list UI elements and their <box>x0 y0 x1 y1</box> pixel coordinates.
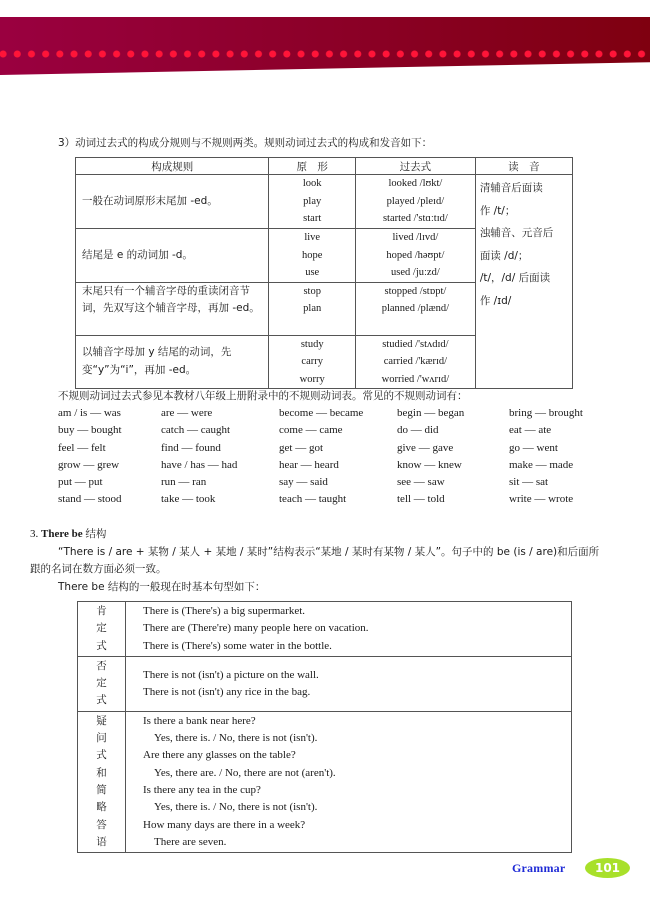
row-label <box>78 602 126 657</box>
base-form: worry <box>299 373 325 385</box>
irregular-verb-list <box>58 405 609 509</box>
past-cell <box>355 282 475 335</box>
heading-number: 3. <box>30 528 39 540</box>
question: Is there a bank near here? <box>143 714 256 727</box>
irregular-verb: begin — began <box>397 407 465 419</box>
base-cell <box>269 282 356 335</box>
base-form: start <box>303 213 322 225</box>
irregular-verb: sit — sat <box>509 476 549 489</box>
sentence-cell <box>126 656 572 711</box>
irregular-row <box>58 422 609 439</box>
sentence: There are (There're) many people here on vacation. <box>143 622 369 635</box>
sentence-cell <box>126 711 572 852</box>
past-form: played /pleɪd/ <box>386 195 445 207</box>
irregular-verb: say — said <box>279 476 328 489</box>
irregular-verb: see — saw <box>397 476 445 489</box>
irregular-verb: eat — ate <box>509 424 552 437</box>
there-be-para2: There be 结构的一般现在时基本句型如下： <box>58 581 266 593</box>
table-row-affirmative <box>78 602 572 657</box>
irregular-verb: put — put <box>58 476 103 489</box>
row-label <box>78 711 126 852</box>
irregular-verb: come — came <box>279 424 343 437</box>
irregular-verb: know — knew <box>397 458 462 471</box>
irregular-verb: hear — heard <box>279 458 339 471</box>
past-form: worried /'wʌrɪd/ <box>381 373 450 385</box>
label-char: 和 <box>96 766 107 779</box>
label-char: 式 <box>96 694 107 707</box>
pronunciation-line: /t/，/d/ 后面读 <box>479 272 551 284</box>
header-base: 原 形 <box>269 158 356 175</box>
irregular-verb: am / is — was <box>58 407 121 419</box>
page-number-badge: 101 <box>585 858 630 878</box>
irregular-verb: get — got <box>279 441 323 454</box>
rule-cell: 结尾是 e 的动词加 -d。 <box>76 229 269 283</box>
short-answer: There are seven. <box>154 835 227 848</box>
irregular-verb: take — took <box>161 493 216 506</box>
short-answer: Yes, there is. / No, there is not (isn't). <box>154 732 318 745</box>
question: How many days are there in a week? <box>143 818 306 831</box>
past-cell <box>355 335 475 389</box>
label-char: 简 <box>96 783 107 796</box>
irregular-verb: make — made <box>509 458 574 471</box>
base-form: stop <box>303 285 321 297</box>
base-form: carry <box>301 356 323 367</box>
past-form: hoped /həʊpt/ <box>386 249 445 261</box>
irregular-verb: have / has — had <box>161 458 238 471</box>
label-char: 略 <box>96 801 107 814</box>
past-form: planned /plænd/ <box>381 303 450 314</box>
label-char: 否 <box>96 659 107 672</box>
irregular-verb: tell — told <box>397 493 445 506</box>
past-cell <box>355 175 475 229</box>
base-cell <box>269 175 356 229</box>
past-form: studied /'stʌdɪd/ <box>382 338 449 350</box>
irregular-verb: catch — caught <box>161 424 231 437</box>
past-form: carried /'kærɪd/ <box>383 356 448 367</box>
header-past: 过去式 <box>355 158 475 175</box>
irregular-verb: give — gave <box>397 441 454 454</box>
irregular-verb: grow — grew <box>58 458 120 471</box>
rule-cell: 以辅音字母加 y 结尾的动词，先变“y”为“i”，再加 -ed。 <box>76 335 269 389</box>
header-pronunciation: 读 音 <box>475 158 572 175</box>
base-form: hope <box>301 249 323 261</box>
sentence-cell <box>126 602 572 657</box>
label-char: 肯 <box>96 605 107 617</box>
base-cell <box>269 335 356 389</box>
label-char: 疑 <box>96 714 107 727</box>
pronunciation-line: 作 /ɪd/ <box>479 294 512 307</box>
past-form: stopped /stɒpt/ <box>384 285 447 297</box>
table-row-negative <box>78 656 572 711</box>
past-form: used /juːzd/ <box>391 267 440 278</box>
irregular-verb: are — were <box>161 407 213 419</box>
base-cell <box>269 229 356 283</box>
pronunciation-line: 浊辅音、元音后 <box>479 227 554 239</box>
irregular-row <box>58 440 609 457</box>
past-form: started /'stɑːtɪd/ <box>382 213 448 225</box>
regular-verb-table <box>75 157 573 389</box>
pronunciation-line: 清辅音后面读 <box>479 182 543 194</box>
pronunciation-line: 作 /t/； <box>479 204 516 217</box>
pronunciation-cell <box>475 175 572 389</box>
table-row-interrogative <box>78 711 572 852</box>
base-form: look <box>302 178 322 190</box>
label-char: 式 <box>96 639 107 652</box>
past-form: looked /lʊkt/ <box>388 178 443 190</box>
row-label <box>78 656 126 711</box>
there-be-para1-line1: “There is / are + 某物 / 某人 + 某地 / 某时”结构表示“某地 / 某时有某物 / 某人”。句子中的 be (is / are)和后面所 <box>58 546 600 558</box>
irregular-row <box>58 405 609 422</box>
label-char: 答 <box>96 818 107 831</box>
heading-zh: 结构 <box>85 528 107 540</box>
base-form: study <box>300 338 324 350</box>
there-be-para1-line2: 跟的名词在数方面必须一致。 <box>30 563 167 575</box>
irregular-verb: do — did <box>397 424 439 437</box>
irregular-row <box>58 474 609 491</box>
short-answer: Yes, there are. / No, there are not (aren't). <box>154 766 336 779</box>
header-banner <box>0 17 650 75</box>
irregular-verb: bring — brought <box>509 407 583 419</box>
past-cell <box>355 229 475 283</box>
past-form: lived /lɪvd/ <box>392 232 439 243</box>
sentence: There is not (isn't) a picture on the wall. <box>143 668 319 681</box>
sentence: There is (There's) some water in the bottle. <box>143 639 332 652</box>
rule-cell: 一般在动词原形末尾加 -ed。 <box>76 175 269 229</box>
there-be-heading <box>30 526 106 543</box>
section3-intro: 3）动词过去式的构成分规则与不规则两类。规则动词过去式的构成和发音如下： <box>58 137 433 149</box>
sentence: There is (There's) a big supermarket. <box>143 605 306 617</box>
sentence: There is not (isn't) any rice in the bag. <box>143 685 311 698</box>
irregular-row <box>58 457 609 474</box>
label-char: 式 <box>96 749 107 762</box>
there-be-table <box>77 601 572 853</box>
header-rule: 构成规则 <box>76 158 269 175</box>
label-char: 问 <box>96 732 107 745</box>
label-char: 定 <box>96 622 107 635</box>
irregular-verb: buy — bought <box>58 424 122 437</box>
irregular-verb: teach — taught <box>279 493 347 506</box>
rule-cell: 末尾只有一个辅音字母的重读闭音节词，先双写这个辅音字母，再加 -ed。 <box>76 282 269 335</box>
short-answer: Yes, there is. / No, there is not (isn't). <box>154 801 318 814</box>
label-char: 语 <box>96 835 107 848</box>
heading-bold: There be <box>41 528 83 540</box>
irregular-verb: go — went <box>509 441 558 454</box>
label-char: 定 <box>96 677 107 690</box>
irregular-intro: 不规则动词过去式参见本教材八年级上册附录中的不规则动词表。常见的不规则动词有： <box>58 390 468 402</box>
irregular-row <box>58 491 609 508</box>
question: Is there any tea in the cup? <box>143 783 261 796</box>
irregular-verb: write — wrote <box>509 493 574 506</box>
irregular-verb: run — ran <box>161 476 207 489</box>
irregular-verb: find — found <box>161 441 221 454</box>
irregular-verb: feel — felt <box>58 441 106 454</box>
question: Are there any glasses on the table? <box>143 749 296 762</box>
table-row <box>76 175 573 229</box>
table-header-row <box>76 158 573 175</box>
footer-section-label: Grammar <box>512 861 566 875</box>
base-form: use <box>305 267 320 278</box>
pronunciation-line: 面读 /d/； <box>479 249 529 262</box>
base-form: play <box>303 195 322 207</box>
header-dot-pattern <box>0 50 650 58</box>
irregular-verb: become — became <box>279 407 364 419</box>
irregular-verb: stand — stood <box>58 493 122 506</box>
base-form: live <box>304 232 321 243</box>
base-form: plan <box>303 303 322 314</box>
